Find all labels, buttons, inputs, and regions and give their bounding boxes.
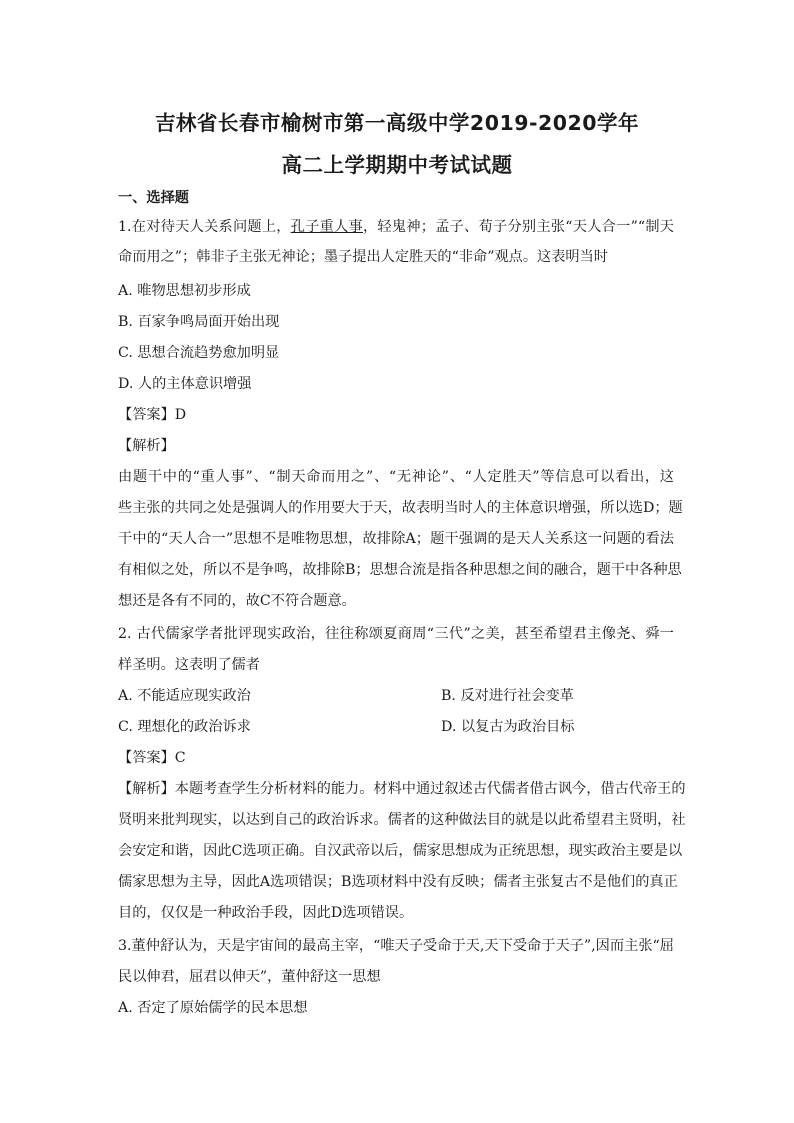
document-title: 吉林省长春市榆树市第一高级中学2019-2020学年 bbox=[154, 111, 640, 135]
q1-stem-pre: 1.在对待天人关系问题上， bbox=[118, 219, 291, 235]
q2-stem-line-2: 样圣明。这表明了儒者 bbox=[118, 657, 260, 673]
q2-analysis-text-1: 本题考查学生分析材料的能力。材料中通过叙述古代儒者借古讽今，借古代帝王的 bbox=[174, 781, 686, 797]
q2-analysis-line-1 bbox=[118, 779, 686, 799]
q1-option-d: D. 人的主体意识增强 bbox=[118, 376, 252, 392]
q1-analysis-line-2: 些主张的共同之处是强调人的作用要大于天，故表明当时人的主体意识增强，所以选D；题 bbox=[118, 500, 683, 516]
q1-option-b: B. 百家争鸣局面开始出现 bbox=[118, 314, 280, 330]
q2-analysis-label: 【解析】 bbox=[118, 781, 175, 797]
q2-option-a: A. 不能适应现实政治 bbox=[118, 688, 251, 704]
q1-stem-line-2: 命而用之”；韩非子主张无神论；墨子提出人定胜天的“非命”观点。这表明当时 bbox=[118, 249, 608, 265]
q1-answer: 【答案】D bbox=[118, 407, 187, 423]
q2-analysis-line-2: 贤明来批判现实，以达到自己的政治诉求。儒者的这种做法目的就是以此希望君主贤明，社 bbox=[118, 812, 686, 828]
q1-option-c: C. 思想合流趋势愈加明显 bbox=[118, 345, 280, 361]
document-subtitle: 高二上学期期中考试试题 bbox=[281, 153, 513, 177]
q2-answer: 【答案】C bbox=[118, 750, 186, 766]
q3-stem-line-2: 民以伸君，屈君以伸天”，董仲舒这一思想 bbox=[118, 969, 381, 985]
q2-analysis-line-5: 目的，仅仅是一种政治手段，因此D选项错误。 bbox=[118, 905, 414, 921]
q2-analysis-line-3: 会安定和谐，因此C选项正确。自汉武帝以后，儒家思想成为正统思想，现实政治主要是以 bbox=[118, 843, 683, 859]
q1-analysis-line-3: 干中的“天人合一”思想不是唯物思想，故排除A；题干强调的是天人关系这一问题的看法 bbox=[118, 531, 674, 547]
q1-stem-line-1 bbox=[118, 217, 674, 237]
q3-option-a: A. 否定了原始儒学的民本思想 bbox=[118, 1000, 308, 1016]
q1-analysis-label: 【解析】 bbox=[118, 438, 175, 454]
q2-analysis-line-4: 儒家思想为主导，因此A选项错误；B选项材料中没有反映；儒者主张复古不是他们的真正 bbox=[118, 874, 678, 890]
q1-analysis-line-5: 想还是各有不同的，故C不符合题意。 bbox=[118, 593, 356, 609]
q2-stem-line-1: 2. 古代儒家学者批评现实政治，往往称颂夏商周“三代”之美，甚至希望君主像尧、舜一 bbox=[118, 626, 674, 642]
q2-option-b: B. 反对进行社会变革 bbox=[441, 688, 574, 704]
q1-stem-underlined: 孔子重人事 bbox=[290, 219, 363, 235]
q2-option-c: C. 理想化的政治诉求 bbox=[118, 719, 251, 735]
q1-analysis-line-1: 由题干中的“重人事”、“制天命而用之”、“无神论”、“人定胜天”等信息可以看出，这 bbox=[118, 469, 674, 485]
q3-stem-line-1: 3.董仲舒认为，天是宇宙间的最高主宰，“唯天子受命于天,天下受命于天子”,因而主张“屈 bbox=[118, 938, 674, 954]
section-heading: 一、选择题 bbox=[118, 190, 189, 206]
q2-option-d: D. 以复古为政治目标 bbox=[441, 719, 575, 735]
q1-analysis-line-4: 有相似之处，所以不是争鸣，故排除B；思想合流是指各种思想之间的融合，题干中各种思 bbox=[118, 562, 682, 578]
q1-option-a: A. 唯物思想初步形成 bbox=[118, 283, 251, 299]
q1-stem-post: ，轻鬼神；孟子、荀子分别主张“天人合一”“制天 bbox=[362, 219, 674, 235]
